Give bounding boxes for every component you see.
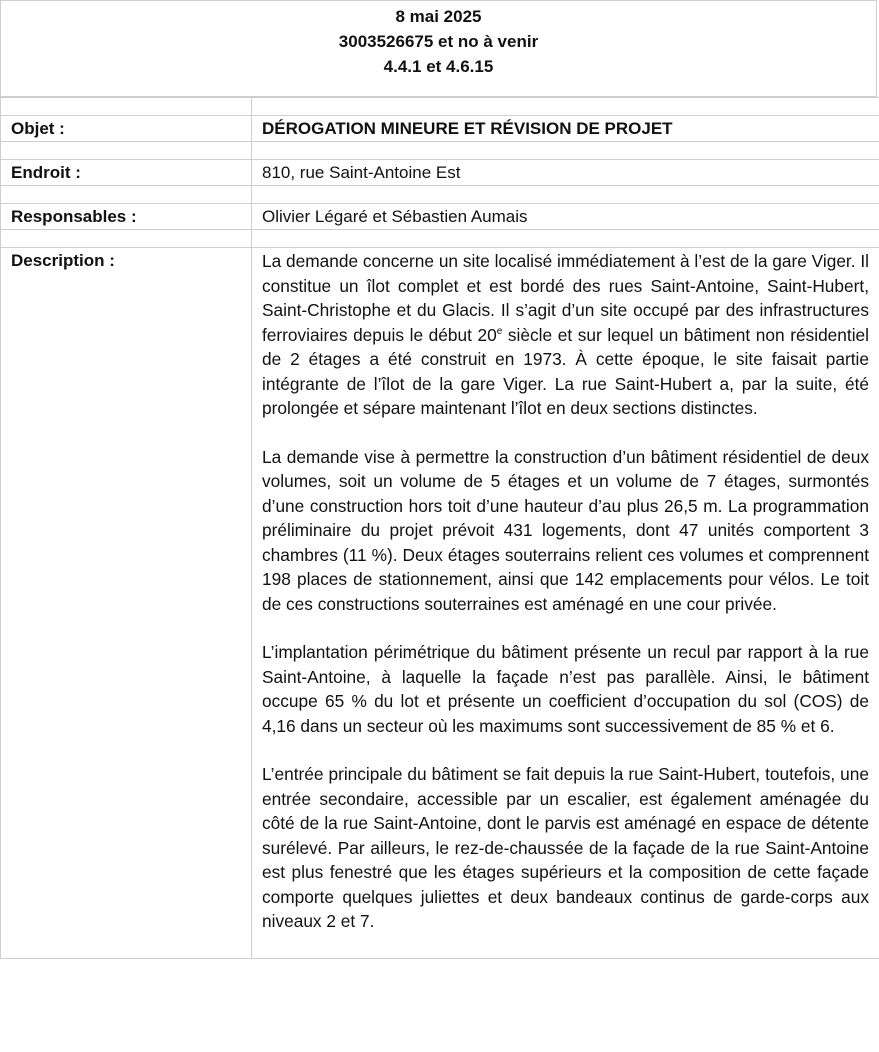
info-table	[0, 97, 879, 959]
row-responsables	[1, 204, 879, 230]
spacer-row	[1, 98, 879, 116]
label-responsables: Responsables :	[1, 204, 252, 230]
value-description	[252, 248, 879, 959]
row-description	[1, 248, 879, 959]
value-endroit: 810, rue Saint-Antoine Est	[252, 160, 879, 186]
description-p1-text: La demande concerne un site localisé immédiatement à l’est de la gare Viger. Il constitue un îlot complet et est bordé des rues Saint-Antoine, Saint-Hubert, Saint-Christophe et du Glacis. Il s’agit d’un site occupé par des infrastructures ferroviaires depuis le début 20	[262, 251, 869, 345]
description-paragraph-3: L’implantation périmétrique du bâtiment présente un recul par rapport à la rue Saint-Antoine, à laquelle la façade n’est pas parallèle. Ainsi, le bâtiment occupe 65 % du lot et présente un coefficient d’occupation du sol (COS) de 4,16 dans un secteur où les maximums sont successivement de 85 % et 6.	[262, 642, 869, 736]
description-p1-superscript: e	[496, 325, 503, 337]
header-sections: 4.4.1 et 4.6.15	[383, 57, 494, 76]
label-endroit: Endroit :	[1, 160, 252, 186]
spacer-row	[1, 186, 879, 204]
label-objet: Objet :	[1, 116, 252, 142]
value-objet: DÉROGATION MINEURE ET RÉVISION DE PROJET	[252, 116, 879, 142]
header-reference: 3003526675 et no à venir	[338, 32, 539, 51]
document-header	[0, 0, 877, 97]
spacer-row	[1, 230, 879, 248]
header-date: 8 mai 2025	[395, 7, 482, 26]
spacer-row	[1, 142, 879, 160]
label-description: Description :	[1, 248, 252, 959]
description-paragraph-4: L’entrée principale du bâtiment se fait depuis la rue Saint-Hubert, toutefois, une entrée secondaire, accessible par un escalier, est également aménagée du côté de la rue Saint-Antoine, dont le parvis est aménagé en espace de détente surélevé. Par ailleurs, le rez-de-chaussée de la façade de la rue Saint-Antoine est plus fenestré que les étages supérieurs et la composition de cette façade comporte quelques juliettes et deux bandeaux continus de garde-corps aux niveaux 2 et 7.	[262, 764, 869, 931]
description-p1-text-cont: siècle et sur lequel un bâtiment non résidentiel de 2 étages a été construit en 1973. À cette époque, le site faisait partie intégrante de l’îlot de la gare Viger. La rue Saint-Hubert a, par la suite, été prolongée et sépare maintenant l’îlot en deux sections distinctes.	[262, 324, 869, 418]
description-paragraph-2: La demande vise à permettre la construction d’un bâtiment résidentiel de deux volumes, soit un volume de 5 étages et un volume de 7 étages, surmontés d’une construction hors toit d’une hauteur d’au plus 26,5 m. La programmation préliminaire du projet prévoit 431 logements, dont 47 unités comportent 3 chambres (11 %). Deux étages souterrains relient ces volumes et comprennent 198 places de stationnement, ainsi que 142 emplacements pour vélos. Le toit de ces constructions souterraines est aménagé en une cour privée.	[262, 446, 869, 614]
description-paragraph-1	[262, 249, 869, 421]
row-endroit	[1, 160, 879, 186]
row-objet	[1, 116, 879, 142]
value-responsables: Olivier Légaré et Sébastien Aumais	[252, 204, 879, 230]
